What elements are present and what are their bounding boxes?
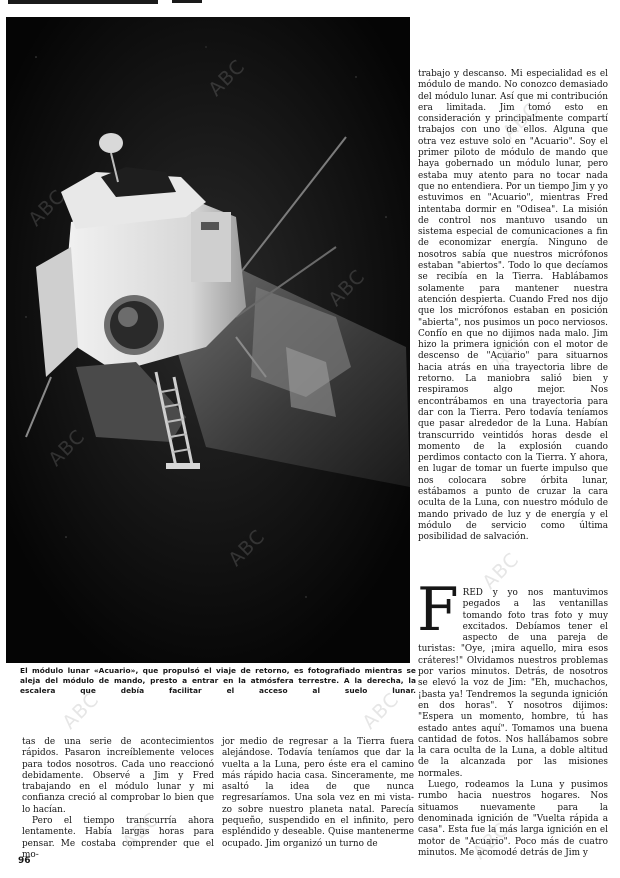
photo-caption: El módulo lunar «Acuario», que propulsó el viaje de retorno, es fotografiado mientras se aleja del módulo de mando, presto a entrar en la atmósfera terrestre. A la derecha, la escalera que debía facilitar el acceso al suelo lunar. — [20, 666, 416, 695]
article-column-bottom-left — [22, 737, 214, 861]
watermark: ABC — [488, 328, 534, 374]
watermark: ABC — [58, 688, 104, 734]
header-rule-small — [172, 0, 202, 3]
paragraph-text: RED y yo nos mantuvimos pegados a las ventanillas tomando foto tras foto y muy excitados. Debíamos tener el aspecto de una pareja de turistas: "Oye, ¡mira aquello, mira esos cráteres!" Olvidamos nuestros problemas por varios minutos. Detrás, de nosotros se elevó la voz de Jim: "Eh, muchachos, ¡basta ya! Tendremos la segunda ignición en dos horas". Y nosotros dijimos: "Espera un momento, hombre, tú has estado antes aquí". Tomamos una buena cantidad de fotos. Nos hallábamos sobre la cara oculta de la Luna, a doble altitud de la alcanzada por las misiones normales. — [418, 588, 608, 779]
watermark: ABC — [118, 808, 164, 854]
watermark: ABC — [498, 98, 544, 144]
header-rule — [8, 0, 158, 4]
page-number: 96 — [18, 856, 31, 866]
watermark: ABC — [468, 818, 514, 864]
paragraph: jor medio de regresar a la Tierra fuera alejándose. Todavía teníamos que dar la vuelta a la Luna, pero éste era el camino más rápido hacia casa. Sinceramente, me asaltó la idea de que nunca regresaríamos. Una sola vez en mi vista-zo sobre nuestro planeta natal. Parecía pequeño, suspendido en el infinito, pero espléndido y deseable. Quise mantenerme ocupado. Jim organizó un turno de — [222, 737, 414, 849]
article-column-bottom-middle — [222, 737, 414, 850]
aquarius-lunar-module-image — [6, 17, 410, 663]
drop-cap: F — [417, 575, 459, 645]
paragraph: Pero el tiempo transcurría ahora lentamente. Había largas horas para pensar. Me costaba comprender que el mo- — [22, 816, 214, 860]
paragraph-with-dropcap — [417, 575, 608, 780]
lunar-module-photo — [6, 17, 410, 663]
paragraph: Luego, rodeamos la Luna y pusimos rumbo hacia nuestros hogares. Nos situamos nuevamente para la denominada ignición de "Vuelta rápida a casa". Esta fue la más larga ignición en el motor de "Acuario". Poco más de cuatro minutos. Me acomodé detrás de Jim y — [418, 780, 608, 858]
paragraph: trabajo y descanso. Mi especialidad es el módulo de mando. No conozco demasiado del módulo lunar. Así que mi contribución era limitada. Jim tomó esto en consideración y principalmente compartí trabajos con uno de ellos. Alguna que otra vez estuve solo en "Acuario". Soy el primer piloto de módulo de mando que haya gobernado un módulo lunar, pero estaba muy atento para no tocar nada que no entendiera. Por un tiempo Jim y yo estuvimos en "Acuario", mientras Fred intentaba dormir en "Odisea". La misión de control nos mantuvo usando un sistema especial de comunicaciones a fin de economizar energía. Ninguno de nosotros sabía que nuestros micrófonos estaban "abiertos". Todo lo que decíamos se recibía en la Tierra. Hablábamos solamente para mantener nuestra atención despierta. Cuando Fred nos dijo que los micrófonos estaban en posición "abierta", nos pusimos un poco nerviosos. Confío en que no dijimos nada malo. Jim hizo la primera ignición con el motor de descenso de "Acuario" para situarnos hacia atrás en una trayectoria libre de retorno. La maniobra salió bien y respiramos algo mejor. Nos encontrábamos en una trayectoria para dar con la Tierra. Pero todavía teníamos que pasar alrededor de la Luna. Habían transcurrido veintidós horas desde el momento de la explosión cuando perdimos contacto con la Tierra. Y ahora, en lugar de tomar un fuerte impulso que nos colocara sobre órbita lunar, estábamos a punto de cruzar la cara oculta de la Luna, con nuestro módulo de mando privado de luz y de energía y el módulo de servicio como última posibilidad de salvación. — [418, 69, 608, 543]
watermark: ABC — [478, 548, 524, 594]
watermark: ABC — [358, 688, 404, 734]
paragraph: tas de una serie de acontecimientos rápidos. Pasaron increíblemente veloces para todos nosotros. Cada uno reaccionó debidamente. Observé a Jim y Fred trabajando en el módulo lunar y mi confianza creció al comprobar lo bien que lo hacían. — [22, 737, 214, 815]
article-column-right-top — [418, 69, 608, 543]
article-column-right-bottom — [417, 575, 608, 859]
